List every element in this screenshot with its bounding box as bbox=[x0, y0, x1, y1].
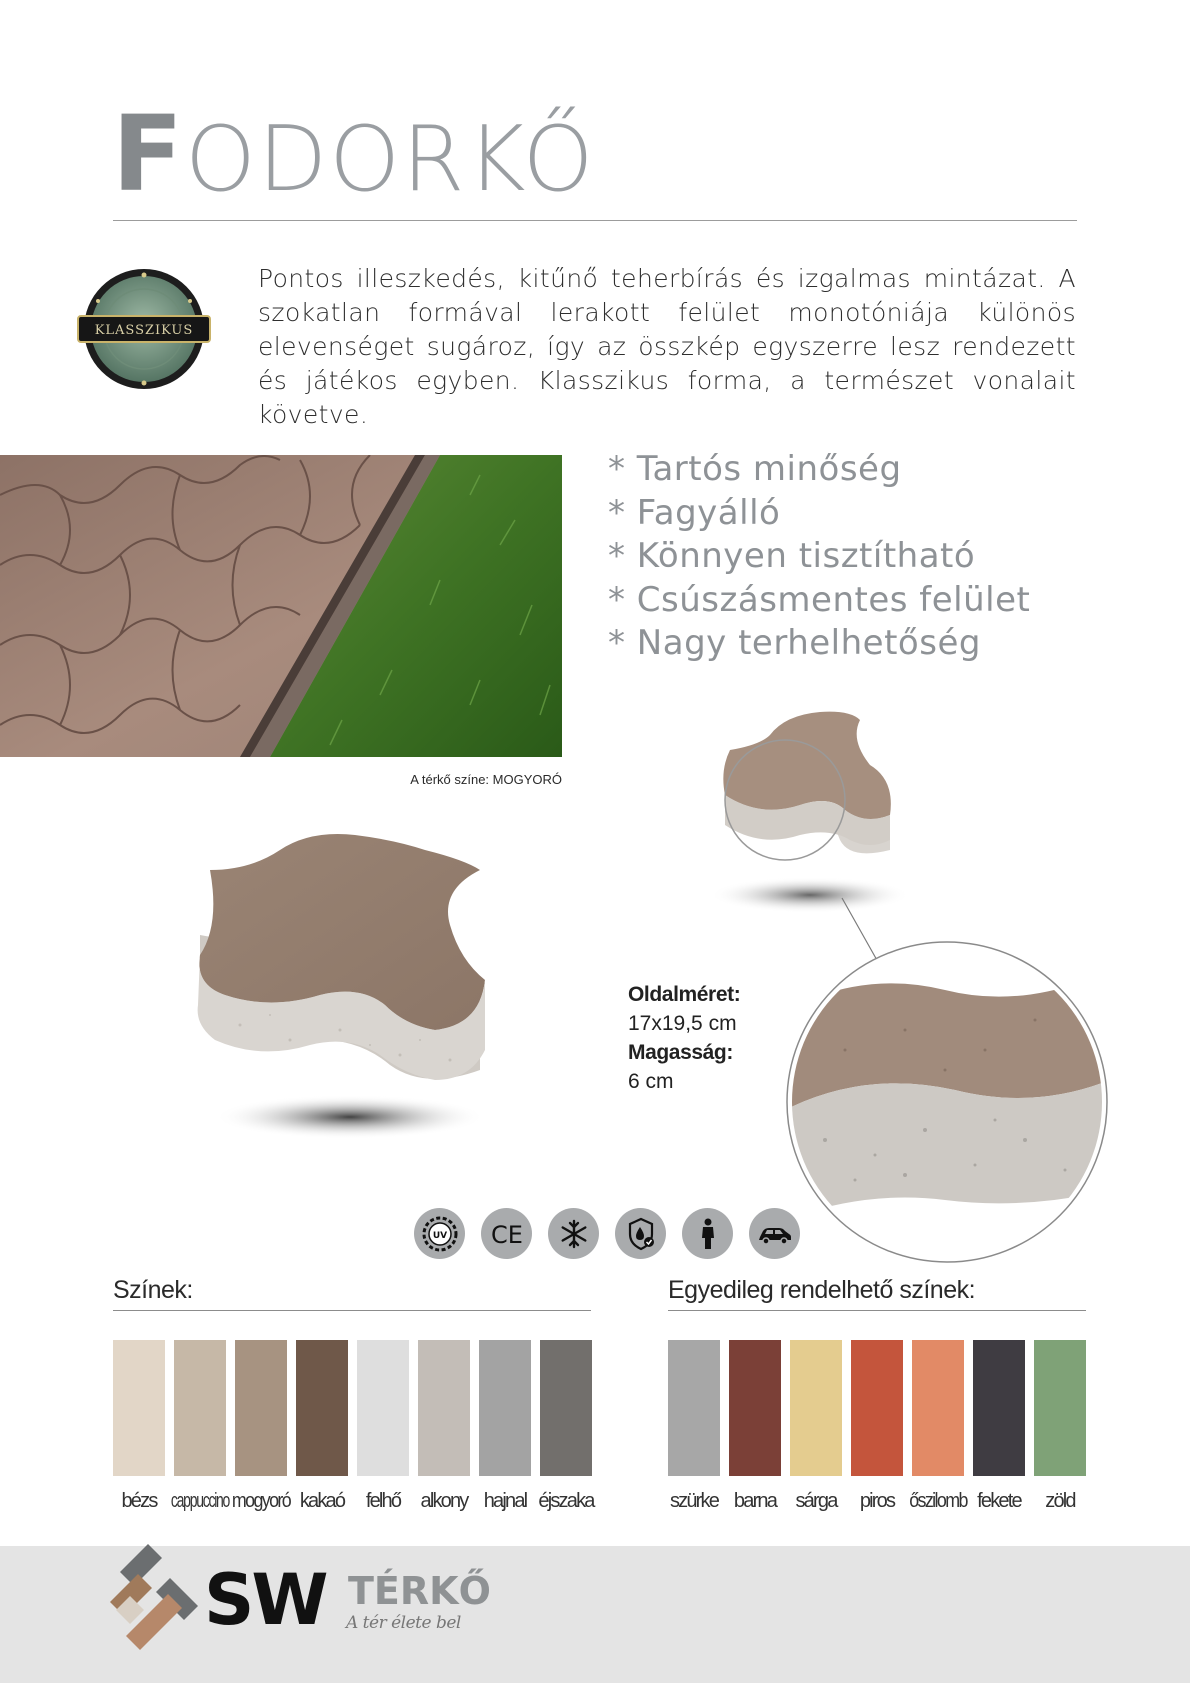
color-chip bbox=[113, 1340, 165, 1476]
color-name: bézs bbox=[121, 1490, 157, 1512]
logo-sw-text: SW bbox=[204, 1559, 326, 1641]
color-name: fekete bbox=[977, 1490, 1021, 1512]
color-swatch-felhő bbox=[357, 1340, 409, 1512]
color-swatch-alkony bbox=[418, 1340, 470, 1512]
color-swatches bbox=[113, 1340, 594, 1512]
color-chip bbox=[235, 1340, 287, 1476]
svg-text:CE: CE bbox=[490, 1220, 523, 1249]
custom-color-swatches bbox=[668, 1340, 1086, 1512]
stone-large-image bbox=[180, 825, 510, 1155]
color-chip bbox=[479, 1340, 531, 1476]
height-label: Magasság: bbox=[628, 1041, 733, 1064]
color-swatch-mogyoró bbox=[231, 1340, 291, 1512]
color-chip bbox=[973, 1340, 1025, 1476]
ce-icon bbox=[481, 1208, 532, 1259]
color-name: cappuccino bbox=[170, 1490, 230, 1512]
feature-item: * Csúszásmentes felület bbox=[608, 579, 1031, 620]
color-swatch-hajnal bbox=[479, 1340, 531, 1512]
frost-icon bbox=[548, 1208, 599, 1259]
color-name: barna bbox=[733, 1490, 777, 1512]
color-name: alkony bbox=[420, 1490, 468, 1512]
color-swatch-éjszaka bbox=[538, 1340, 594, 1512]
property-icons bbox=[414, 1208, 800, 1259]
color-name: őszilomb bbox=[909, 1490, 967, 1512]
color-chip bbox=[790, 1340, 842, 1476]
color-chip bbox=[1034, 1340, 1086, 1476]
color-swatch-zöld bbox=[1034, 1340, 1086, 1512]
colors-title: Színek: bbox=[113, 1276, 193, 1304]
intro-text: Pontos illeszkedés, kitűnő teherbírás és izgalmas mintázat. A szokatlan formával lerakott felület monotóniája különös elevenséget sugároz, így az összkép egyszerre lesz rendezett és játékos egyben. Klasszikus forma, a természet vonalait követve. bbox=[258, 264, 1076, 429]
color-chip bbox=[296, 1340, 348, 1476]
color-name: éjszaka bbox=[538, 1490, 594, 1512]
logo-terko-text: TÉRKŐ bbox=[348, 1569, 491, 1613]
page-title bbox=[112, 93, 596, 215]
color-swatch-piros bbox=[851, 1340, 903, 1512]
color-chip bbox=[729, 1340, 781, 1476]
color-chip bbox=[357, 1340, 409, 1476]
color-swatch-sárga bbox=[790, 1340, 842, 1512]
feature-list bbox=[608, 448, 1030, 666]
color-swatch-őszilomb bbox=[909, 1340, 967, 1512]
color-swatch-kakaó bbox=[296, 1340, 348, 1512]
color-name: felhő bbox=[365, 1490, 401, 1512]
dimensions-block bbox=[628, 980, 740, 1096]
color-name: hajnal bbox=[483, 1490, 527, 1512]
color-swatch-barna bbox=[729, 1340, 781, 1512]
side-size-label: Oldalméret: bbox=[628, 983, 741, 1006]
pedestrian-icon bbox=[682, 1208, 733, 1259]
custom-colors-title: Egyedileg rendelhető színek: bbox=[668, 1276, 976, 1304]
color-swatch-bézs bbox=[113, 1340, 165, 1512]
color-swatch-szürke bbox=[668, 1340, 720, 1512]
feature-item: * Nagy terhelhetőség bbox=[608, 623, 981, 663]
paving-photo bbox=[0, 455, 562, 757]
custom-colors-divider bbox=[668, 1310, 1086, 1311]
title-rest: ODORKŐ bbox=[185, 107, 596, 212]
color-name: szürke bbox=[669, 1490, 719, 1512]
klasszikus-badge bbox=[74, 266, 214, 392]
height-value: 6 cm bbox=[628, 1070, 674, 1093]
color-chip bbox=[174, 1340, 226, 1476]
color-chip bbox=[540, 1340, 592, 1476]
svg-text:UV: UV bbox=[432, 1230, 447, 1241]
color-name: mogyoró bbox=[231, 1490, 291, 1512]
badge-label: KLASSZIKUS bbox=[94, 323, 194, 338]
color-name: kakaó bbox=[299, 1490, 345, 1512]
color-name: sárga bbox=[795, 1490, 837, 1512]
logo-tagline: A tér élete bel bbox=[346, 1613, 461, 1633]
feature-item: * Fagyálló bbox=[608, 492, 781, 533]
color-chip bbox=[912, 1340, 964, 1476]
color-name: piros bbox=[859, 1490, 895, 1512]
color-swatch-cappuccino bbox=[170, 1340, 230, 1512]
title-divider bbox=[113, 220, 1077, 221]
color-chip bbox=[851, 1340, 903, 1476]
stone-small-image bbox=[690, 700, 930, 930]
side-size-value: 17x19,5 cm bbox=[628, 1012, 737, 1035]
car-icon bbox=[749, 1208, 800, 1259]
photo-caption: A térkő színe: MOGYORÓ bbox=[410, 772, 562, 787]
feature-item: * Könnyen tisztítható bbox=[608, 536, 976, 576]
colors-divider bbox=[113, 1310, 591, 1311]
color-name: zöld bbox=[1045, 1490, 1075, 1512]
color-chip bbox=[668, 1340, 720, 1476]
color-chip bbox=[418, 1340, 470, 1476]
color-swatch-fekete bbox=[973, 1340, 1025, 1512]
water-protection-icon bbox=[615, 1208, 666, 1259]
zoom-detail-circle bbox=[785, 940, 1110, 1265]
uv-icon bbox=[414, 1208, 465, 1259]
sw-terko-logo-mark bbox=[108, 1540, 204, 1658]
title-initial: F bbox=[112, 93, 186, 215]
feature-item: * Tartós minőség bbox=[608, 449, 902, 489]
